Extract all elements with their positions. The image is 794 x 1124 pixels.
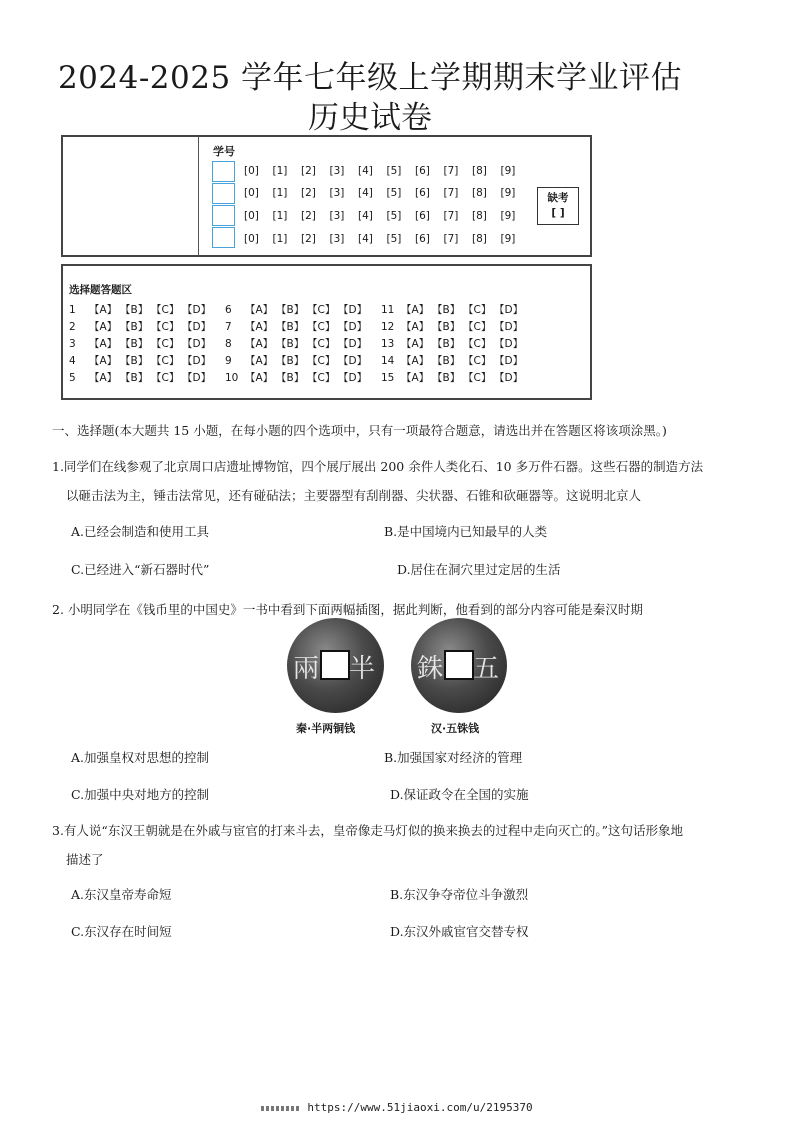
answer-bubble[interactable]: 【B】	[120, 372, 149, 384]
digit-bubble[interactable]: [9]	[500, 233, 516, 245]
answer-question-number: 11	[381, 304, 395, 316]
figure-caption-han: 汉·五铢钱	[431, 722, 480, 735]
answer-row	[225, 353, 369, 368]
question-2-option-a[interactable]: A.加强皇权对思想的控制	[71, 750, 210, 765]
answer-bubble[interactable]: 【A】	[89, 304, 118, 316]
digit-bubble[interactable]: [9]	[500, 165, 516, 177]
answer-question-number: 8	[225, 338, 232, 350]
answer-bubble[interactable]: 【D】	[338, 321, 368, 333]
question-1-option-d[interactable]: D.居住在洞穴里过定居的生活	[397, 562, 561, 577]
answer-bubble[interactable]: 【B】	[432, 372, 461, 384]
digit-bubble[interactable]: [9]	[500, 210, 516, 222]
digit-bubble[interactable]: [0]	[244, 165, 259, 177]
digit-bubble[interactable]: [6]	[415, 233, 430, 245]
absent-label: 缺考	[547, 192, 569, 204]
answer-row	[381, 370, 525, 385]
digit-bubble-row	[244, 165, 529, 177]
question-1-option-a[interactable]: A.已经会制造和使用工具	[71, 524, 210, 539]
answer-question-number: 1	[69, 304, 76, 316]
answer-bubble[interactable]: 【B】	[276, 321, 305, 333]
digit-bubble[interactable]: [3]	[329, 165, 345, 177]
answer-question-number: 10	[225, 372, 239, 384]
answer-bubble[interactable]: 【A】	[401, 355, 430, 367]
digit-bubble[interactable]: [0]	[244, 233, 259, 245]
answer-question-number: 4	[69, 355, 76, 367]
answer-bubble[interactable]: 【C】	[151, 321, 180, 333]
answer-bubble[interactable]: 【A】	[245, 338, 274, 350]
digit-bubble[interactable]: [4]	[358, 233, 373, 245]
student-id-box	[61, 135, 592, 257]
digit-bubble[interactable]: [4]	[358, 187, 373, 199]
answer-bubble[interactable]: 【C】	[307, 304, 336, 316]
digit-bubble-row	[244, 187, 529, 199]
digit-bubble[interactable]: [2]	[301, 165, 316, 177]
digit-bubble[interactable]: [3]	[329, 233, 345, 245]
digit-bubble[interactable]: [9]	[500, 187, 516, 199]
question-2-option-c[interactable]: C.加强中央对地方的控制	[71, 787, 210, 802]
question-1-stem-line1: 1.同学们在线参观了北京周口店遗址博物馆，四个展厅展出 200 余件人类化石、10 多万件石器。这些石器的制造方法	[52, 459, 704, 474]
question-3-option-d[interactable]: D.东汉外戚宦官交替专权	[390, 924, 529, 939]
digit-bubble[interactable]: [5]	[386, 210, 402, 222]
answer-bubble[interactable]: 【D】	[182, 304, 212, 316]
question-3-option-c[interactable]: C.东汉存在时间短	[71, 924, 172, 939]
answer-bubble[interactable]: 【A】	[245, 355, 274, 367]
answer-bubble[interactable]: 【D】	[494, 304, 524, 316]
digit-bubble[interactable]: [8]	[472, 233, 487, 245]
answer-bubble[interactable]: 【C】	[463, 372, 492, 384]
digit-bubble[interactable]: [3]	[329, 187, 345, 199]
digit-bubble[interactable]: [6]	[415, 187, 430, 199]
answer-bubble[interactable]: 【A】	[401, 338, 430, 350]
digit-bubble[interactable]: [2]	[301, 233, 316, 245]
question-3-option-a[interactable]: A.东汉皇帝寿命短	[71, 887, 172, 902]
question-2-stem: 2. 小明同学在《钱币里的中国史》一书中看到下面两幅插图，据此判断，他看到的部分内容可能是秦汉时期	[52, 602, 643, 617]
id-box-divider	[198, 137, 199, 255]
answer-bubble[interactable]: 【A】	[245, 304, 274, 316]
answer-row	[225, 302, 369, 317]
digit-bubble[interactable]: [7]	[443, 210, 459, 222]
answer-bubble[interactable]: 【D】	[182, 338, 212, 350]
digit-bubble[interactable]: [1]	[272, 187, 288, 199]
question-2-option-b[interactable]: B.加强国家对经济的管理	[384, 750, 523, 765]
answer-row	[225, 319, 369, 334]
answer-bubble[interactable]: 【B】	[120, 355, 149, 367]
answer-bubble[interactable]: 【A】	[401, 321, 430, 333]
digit-bubble-row	[244, 233, 529, 245]
answer-bubble[interactable]: 【B】	[120, 321, 149, 333]
coin-square-hole	[320, 650, 350, 680]
digit-bubble[interactable]: [6]	[415, 165, 430, 177]
id-digit-cell[interactable]	[212, 183, 235, 204]
qin-banliang-coin-image	[287, 618, 384, 713]
student-id-label: 学号	[213, 145, 235, 158]
exam-subject-title: 历史试卷	[308, 100, 432, 136]
answer-bubble[interactable]: 【C】	[151, 304, 180, 316]
answer-area-title: 选择题答题区	[69, 284, 132, 296]
digit-bubble[interactable]: [1]	[272, 165, 288, 177]
answer-row	[381, 319, 525, 334]
answer-bubble[interactable]: 【D】	[338, 355, 368, 367]
digit-bubble[interactable]: [0]	[244, 187, 259, 199]
answer-bubble[interactable]: 【B】	[276, 338, 305, 350]
answer-question-number: 2	[69, 321, 76, 333]
answer-question-number: 6	[225, 304, 232, 316]
answer-bubble[interactable]: 【C】	[307, 372, 336, 384]
coin-inscription-right: 五	[473, 654, 500, 684]
question-3-option-b[interactable]: B.东汉争夺帝位斗争激烈	[390, 887, 529, 902]
footer-url[interactable]: https://www.51jiaoxi.com/u/2195370	[307, 1101, 533, 1114]
digit-bubble[interactable]: [6]	[415, 210, 430, 222]
coin-inscription-left: 銖	[417, 654, 444, 684]
digit-bubble[interactable]: [8]	[472, 187, 487, 199]
page-footer	[0, 1101, 794, 1114]
digit-bubble[interactable]: [5]	[386, 187, 402, 199]
answer-row	[225, 336, 369, 351]
answer-bubble[interactable]: 【A】	[401, 304, 430, 316]
question-2-option-d[interactable]: D.保证政令在全国的实施	[390, 787, 529, 802]
digit-bubble[interactable]: [1]	[272, 233, 288, 245]
answer-bubble[interactable]: 【C】	[463, 321, 492, 333]
footer-logo-mark	[261, 1106, 301, 1111]
answer-sheet-box	[61, 264, 592, 400]
answer-row	[69, 353, 213, 368]
answer-bubble[interactable]: 【C】	[151, 338, 180, 350]
absent-checkbox[interactable]	[537, 187, 579, 225]
digit-bubble[interactable]: [4]	[358, 210, 373, 222]
answer-bubble[interactable]: 【D】	[494, 338, 524, 350]
coin-square-hole	[444, 650, 474, 680]
answer-bubble[interactable]: 【A】	[89, 321, 118, 333]
digit-bubble[interactable]: [1]	[272, 210, 288, 222]
answer-bubble[interactable]: 【C】	[307, 355, 336, 367]
answer-row	[69, 302, 213, 317]
digit-bubble[interactable]: [7]	[443, 187, 459, 199]
digit-bubble-row	[244, 210, 529, 222]
digit-bubble[interactable]: [8]	[472, 165, 487, 177]
digit-bubble[interactable]: [4]	[358, 165, 373, 177]
answer-bubble[interactable]: 【C】	[463, 304, 492, 316]
answer-row	[225, 370, 369, 385]
answer-row	[69, 370, 213, 385]
answer-row	[69, 319, 213, 334]
answer-bubble[interactable]: 【B】	[432, 338, 461, 350]
coin-inscription-right: 半	[349, 654, 376, 684]
digit-bubble[interactable]: [5]	[386, 233, 402, 245]
answer-question-number: 7	[225, 321, 232, 333]
digit-bubble[interactable]: [5]	[386, 165, 402, 177]
answer-question-number: 15	[381, 372, 395, 384]
id-digit-cell[interactable]	[212, 227, 235, 248]
answer-bubble[interactable]: 【C】	[307, 321, 336, 333]
answer-bubble[interactable]: 【A】	[245, 372, 274, 384]
answer-bubble[interactable]: 【C】	[307, 338, 336, 350]
digit-bubble[interactable]: [7]	[443, 165, 459, 177]
answer-bubble[interactable]: 【D】	[338, 372, 368, 384]
answer-bubble[interactable]: 【D】	[338, 304, 368, 316]
absent-box: [ ]	[551, 207, 565, 219]
answer-question-number: 5	[69, 372, 76, 384]
answer-question-number: 14	[381, 355, 395, 367]
answer-bubble[interactable]: 【A】	[89, 355, 118, 367]
answer-bubble[interactable]: 【D】	[494, 372, 524, 384]
exam-title: 2024-2025 学年七年级上学期期末学业评估	[57, 60, 683, 96]
answer-row	[69, 336, 213, 351]
id-input-cells	[212, 161, 235, 249]
answer-bubble[interactable]: 【D】	[182, 321, 212, 333]
answer-question-number: 9	[225, 355, 232, 367]
answer-bubble[interactable]: 【B】	[120, 338, 149, 350]
answer-bubble[interactable]: 【A】	[245, 321, 274, 333]
answer-bubble[interactable]: 【B】	[432, 355, 461, 367]
section-heading: 一、选择题(本大题共 15 小题，在每小题的四个选项中，只有一项最符合题意，请选出并在答题区将该项涂黑。)	[52, 423, 667, 438]
answer-bubble[interactable]: 【C】	[463, 355, 492, 367]
answer-bubble[interactable]: 【D】	[494, 355, 524, 367]
coin-inscription-left: 兩	[293, 654, 320, 684]
answer-bubble[interactable]: 【D】	[182, 372, 212, 384]
answer-row	[381, 302, 525, 317]
answer-question-number: 12	[381, 321, 395, 333]
answer-bubble[interactable]: 【B】	[276, 372, 305, 384]
answer-bubble[interactable]: 【C】	[463, 338, 492, 350]
answer-bubble[interactable]: 【B】	[432, 304, 461, 316]
answer-question-number: 13	[381, 338, 395, 350]
digit-bubble[interactable]: [2]	[301, 210, 316, 222]
answer-bubble[interactable]: 【B】	[120, 304, 149, 316]
question-1-option-b[interactable]: B.是中国境内已知最早的人类	[384, 524, 548, 539]
answer-bubble[interactable]: 【D】	[494, 321, 524, 333]
digit-bubble[interactable]: [3]	[329, 210, 345, 222]
question-1-option-c[interactable]: C.已经进入“新石器时代”	[71, 562, 210, 577]
answer-bubble[interactable]: 【C】	[151, 372, 180, 384]
digit-bubble[interactable]: [7]	[443, 233, 459, 245]
digit-bubble[interactable]: [8]	[472, 210, 487, 222]
figure-caption-qin: 秦·半两铜钱	[296, 722, 356, 735]
answer-bubble[interactable]: 【B】	[276, 304, 305, 316]
answer-bubble[interactable]: 【D】	[338, 338, 368, 350]
digit-bubble[interactable]: [0]	[244, 210, 259, 222]
answer-bubble[interactable]: 【C】	[151, 355, 180, 367]
answer-bubble[interactable]: 【B】	[432, 321, 461, 333]
question-3-stem-line1: 3.有人说“东汉王朝就是在外戚与宦官的打来斗去，皇帝像走马灯似的换来换去的过程中走向灭亡的。”这句话形象地	[52, 823, 683, 838]
digit-bubble[interactable]: [2]	[301, 187, 316, 199]
answer-row	[381, 353, 525, 368]
answer-row	[381, 336, 525, 351]
answer-bubble[interactable]: 【D】	[182, 355, 212, 367]
id-digit-cell[interactable]	[212, 205, 235, 226]
han-wuzhu-coin-image	[411, 618, 507, 713]
answer-question-number: 3	[69, 338, 76, 350]
answer-bubble[interactable]: 【B】	[276, 355, 305, 367]
answer-bubble[interactable]: 【A】	[89, 338, 118, 350]
question-3-stem-line2: 描述了	[66, 852, 104, 867]
question-1-stem-line2: 以砸击法为主，锤击法常见，还有碰砧法；主要器型有刮削器、尖状器、石锥和砍砸器等。这说明北京人	[66, 488, 642, 503]
answer-bubble[interactable]: 【A】	[401, 372, 430, 384]
answer-bubble[interactable]: 【A】	[89, 372, 118, 384]
id-digit-cell[interactable]	[212, 161, 235, 182]
